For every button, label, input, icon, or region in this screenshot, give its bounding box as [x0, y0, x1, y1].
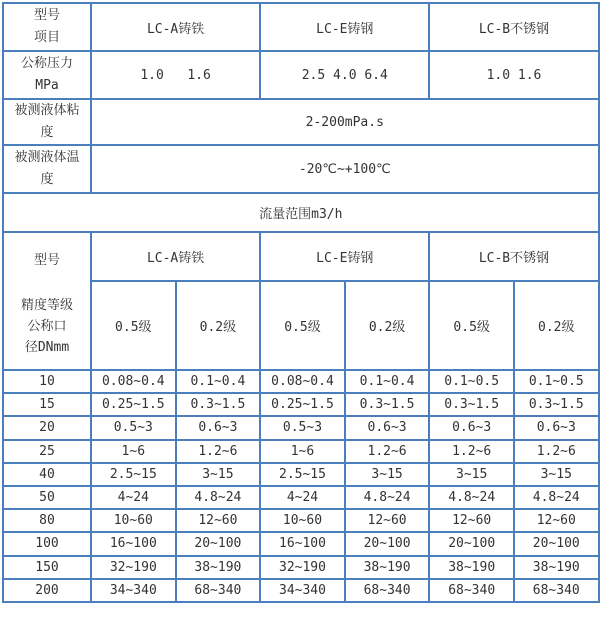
flow-cell: 0.3~1.5 — [429, 393, 514, 416]
flow-cell: 12~60 — [429, 509, 514, 532]
table-row-dn80 — [3, 509, 599, 532]
flow-cell: 68~340 — [429, 579, 514, 602]
pressure-value-lce: 2.5 4.0 6.4 — [260, 51, 429, 99]
flow-cell: 4~24 — [260, 486, 345, 509]
flow-cell: 16~100 — [91, 532, 176, 555]
material-header2-lce: LC-E铸钢 — [260, 232, 429, 281]
flow-range-title: 流量范围m3/h — [3, 193, 599, 232]
material-header-lcb: LC-B不锈钢 — [429, 3, 598, 51]
flow-cell: 38~190 — [176, 556, 261, 579]
temperature-label-line1: 被测液体温 — [14, 150, 80, 165]
accuracy-header: 0.2级 — [514, 281, 599, 370]
nominal-bore-label-line1: 公称口 — [27, 318, 67, 334]
flow-cell: 0.3~1.5 — [176, 393, 261, 416]
flow-cell: 4.8~24 — [176, 486, 261, 509]
table-row-dn50 — [3, 486, 599, 509]
dn-cell: 80 — [3, 509, 91, 532]
corner-dn-cell — [3, 232, 91, 370]
flow-cell: 34~340 — [260, 579, 345, 602]
flow-cell: 10~60 — [260, 509, 345, 532]
table-row-dn25 — [3, 440, 599, 463]
accuracy-grade-label: 精度等级 — [20, 297, 73, 313]
flow-cell: 1~6 — [260, 440, 345, 463]
accuracy-header: 0.5级 — [429, 281, 514, 370]
flow-cell: 68~340 — [176, 579, 261, 602]
flow-cell: 0.1~0.4 — [345, 370, 430, 393]
flow-cell: 0.08~0.4 — [260, 370, 345, 393]
dn-cell: 50 — [3, 486, 91, 509]
flow-cell: 1.2~6 — [429, 440, 514, 463]
table-row-dn100 — [3, 532, 599, 555]
flow-cell: 12~60 — [514, 509, 599, 532]
corner-dn-label — [4, 283, 90, 369]
viscosity-label-line2: 度 — [40, 125, 54, 140]
dn-cell: 200 — [3, 579, 91, 602]
flow-cell: 0.5~3 — [260, 416, 345, 439]
flow-cell: 32~190 — [91, 556, 176, 579]
flow-cell: 3~15 — [345, 463, 430, 486]
flow-cell: 68~340 — [514, 579, 599, 602]
dn-cell: 20 — [3, 416, 91, 439]
flow-cell: 20~100 — [345, 532, 430, 555]
flow-cell: 0.3~1.5 — [345, 393, 430, 416]
flow-cell: 34~340 — [91, 579, 176, 602]
dn-cell: 25 — [3, 440, 91, 463]
temperature-value: -20℃~+100℃ — [91, 145, 599, 193]
dn-cell: 10 — [3, 370, 91, 393]
accuracy-header: 0.2级 — [176, 281, 261, 370]
dn-cell: 150 — [3, 556, 91, 579]
dn-cell: 100 — [3, 532, 91, 555]
flow-cell: 3~15 — [514, 463, 599, 486]
table-row-temperature — [3, 145, 599, 193]
table-row-dn20 — [3, 416, 599, 439]
flow-cell: 0.6~3 — [429, 416, 514, 439]
table-row-dn40 — [3, 463, 599, 486]
flow-cell: 38~190 — [514, 556, 599, 579]
corner-item-label: 项目 — [33, 30, 60, 45]
flow-cell: 3~15 — [429, 463, 514, 486]
flow-cell: 0.6~3 — [176, 416, 261, 439]
flow-cell: 1.2~6 — [514, 440, 599, 463]
flow-cell: 0.5~3 — [91, 416, 176, 439]
temperature-label-cell — [3, 145, 91, 193]
pressure-value-lcb: 1.0 1.6 — [429, 51, 598, 99]
pressure-value-lca: 1.0 1.6 — [91, 51, 260, 99]
flow-cell: 4~24 — [91, 486, 176, 509]
flow-cell: 0.6~3 — [345, 416, 430, 439]
material-header2-lcb: LC-B不锈钢 — [429, 232, 598, 281]
table-row-accuracy — [3, 281, 599, 370]
accuracy-header: 0.2级 — [345, 281, 430, 370]
pressure-label-cell — [3, 51, 91, 99]
dn-cell: 40 — [3, 463, 91, 486]
flow-cell: 10~60 — [91, 509, 176, 532]
flow-cell: 68~340 — [345, 579, 430, 602]
viscosity-value: 2-200mPa.s — [91, 99, 599, 145]
flow-cell: 38~190 — [345, 556, 430, 579]
flow-cell: 20~100 — [514, 532, 599, 555]
flow-cell: 3~15 — [176, 463, 261, 486]
table-row-dn200 — [3, 579, 599, 602]
flow-cell: 4.8~24 — [429, 486, 514, 509]
flow-cell: 2.5~15 — [91, 463, 176, 486]
flow-cell: 20~100 — [176, 532, 261, 555]
flow-cell: 0.1~0.4 — [176, 370, 261, 393]
table-row-dn150 — [3, 556, 599, 579]
table-row-flow-title — [3, 193, 599, 232]
flow-cell: 1~6 — [91, 440, 176, 463]
viscosity-label-line1: 被测液体粘 — [14, 103, 80, 118]
flow-cell: 2.5~15 — [260, 463, 345, 486]
specification-table — [2, 2, 600, 603]
flow-cell: 4.8~24 — [514, 486, 599, 509]
dn-cell: 15 — [3, 393, 91, 416]
pressure-label: 公称压力 — [20, 56, 73, 71]
flow-cell: 1.2~6 — [176, 440, 261, 463]
table-row-dn10 — [3, 370, 599, 393]
flow-cell: 0.25~1.5 — [91, 393, 176, 416]
corner-model-item-cell — [3, 3, 91, 51]
flow-cell: 0.1~0.5 — [514, 370, 599, 393]
flow-cell: 38~190 — [429, 556, 514, 579]
pressure-unit-label: MPa — [35, 78, 59, 93]
corner-model2-label: 型号 — [33, 252, 60, 268]
table-row-header — [3, 3, 599, 51]
flow-cell: 0.1~0.5 — [429, 370, 514, 393]
temperature-label-line2: 度 — [40, 172, 54, 187]
accuracy-header: 0.5级 — [260, 281, 345, 370]
table-row-header2 — [3, 232, 599, 281]
table-row-dn15 — [3, 393, 599, 416]
flow-cell: 32~190 — [260, 556, 345, 579]
flow-cell: 12~60 — [345, 509, 430, 532]
flow-cell: 16~100 — [260, 532, 345, 555]
material-header-lce: LC-E铸钢 — [260, 3, 429, 51]
flow-cell: 4.8~24 — [345, 486, 430, 509]
table-row-viscosity — [3, 99, 599, 145]
table-row-pressure — [3, 51, 599, 99]
viscosity-label-cell — [3, 99, 91, 145]
flow-cell: 0.25~1.5 — [260, 393, 345, 416]
flow-cell: 0.08~0.4 — [91, 370, 176, 393]
accuracy-header: 0.5级 — [91, 281, 176, 370]
nominal-bore-label-line2: 径DNmm — [24, 339, 70, 355]
flow-cell: 0.6~3 — [514, 416, 599, 439]
corner-model-label: 型号 — [33, 8, 60, 23]
material-header-lca: LC-A铸铁 — [91, 3, 260, 51]
flow-cell: 20~100 — [429, 532, 514, 555]
flow-cell: 12~60 — [176, 509, 261, 532]
material-header2-lca: LC-A铸铁 — [91, 232, 260, 281]
flow-cell: 0.3~1.5 — [514, 393, 599, 416]
flow-cell: 1.2~6 — [345, 440, 430, 463]
